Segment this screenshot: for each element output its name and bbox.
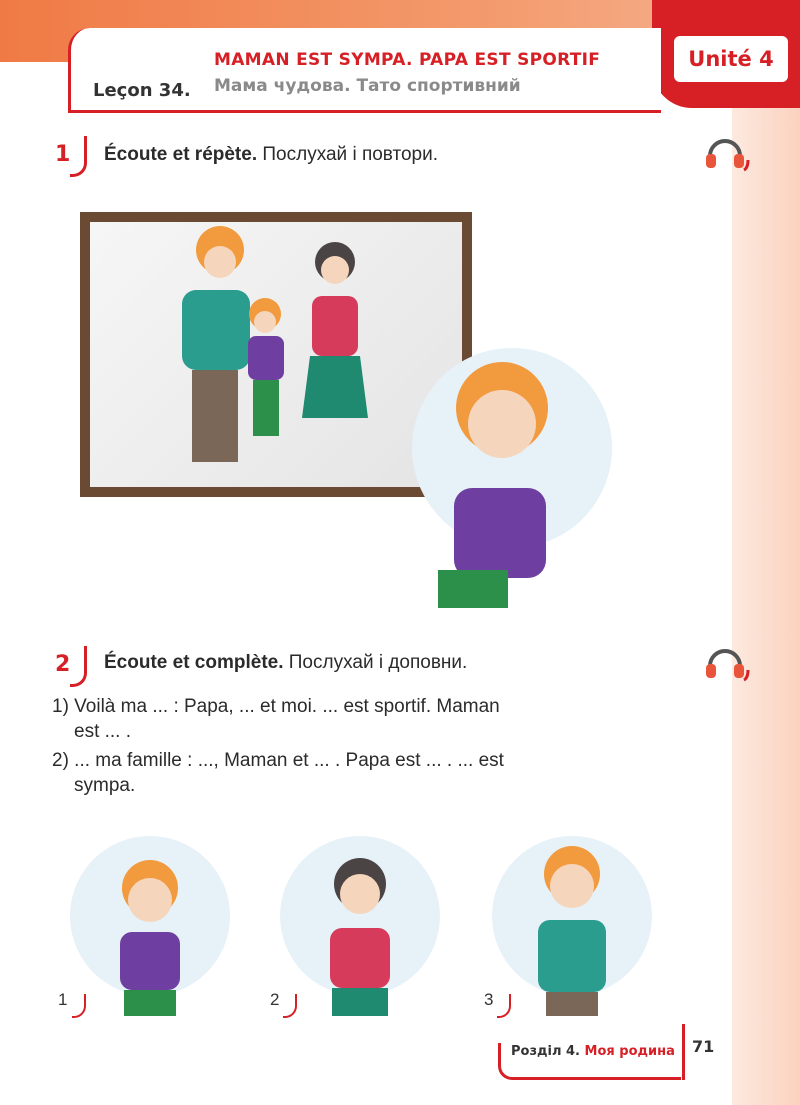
exercise-2-bracket <box>70 646 87 687</box>
sentence-1-line-2: est ... . <box>74 721 132 742</box>
headphones-icon[interactable] <box>700 130 750 174</box>
headphones-icon[interactable] <box>700 640 750 684</box>
family-illustration <box>90 222 462 487</box>
exercise-2-instruction <box>104 652 467 674</box>
sentence-1-line-1: 1) Voilà ma ... : Papa, ... et moi. ... est sportif. Maman <box>52 696 500 717</box>
exercise-1-instruction <box>104 144 438 166</box>
lesson-label: Leçon 34. <box>93 80 191 101</box>
exercise-2-instruction-fr: Écoute et complète. <box>104 652 284 673</box>
figure-boy-illustration <box>68 828 236 1018</box>
page-number: 71 <box>692 1037 715 1056</box>
exercise-2-number: 2 <box>55 652 71 677</box>
exercise-2-instruction-ua: Послухай і доповни. <box>283 652 468 673</box>
figure-2-label: 2 <box>270 990 280 1009</box>
footer-section-title: Моя родина <box>584 1044 675 1059</box>
exercise-1-instruction-ua: Послухай і повтори. <box>257 144 438 165</box>
sentence-2-line-2: sympa. <box>74 775 136 796</box>
figure-father-illustration <box>490 828 658 1018</box>
lesson-title-fr: MAMAN EST SYMPA. PAPA EST SPORTIF <box>214 50 601 70</box>
footer-section-prefix: Розділ 4. <box>511 1044 580 1059</box>
exercise-1-number: 1 <box>55 142 71 167</box>
figure-mother-illustration <box>278 828 446 1018</box>
figure-1-label: 1 <box>58 990 68 1009</box>
footer-section <box>511 1044 675 1059</box>
sentence-2-line-1: 2) ... ma famille : ..., Maman et ... . Papa est ... . ... est <box>52 750 504 771</box>
exercise-1-instruction-fr: Écoute et répète. <box>104 144 258 165</box>
page-number-divider <box>682 1024 685 1080</box>
exercise-1-bracket <box>70 136 87 177</box>
figure-3-label: 3 <box>484 990 494 1009</box>
unit-badge: Unité 4 <box>674 36 788 82</box>
family-picture <box>90 222 462 487</box>
lesson-title-ua: Мама чудова. Тато спортивний <box>214 76 521 96</box>
boy-pointing-illustration <box>412 338 622 608</box>
